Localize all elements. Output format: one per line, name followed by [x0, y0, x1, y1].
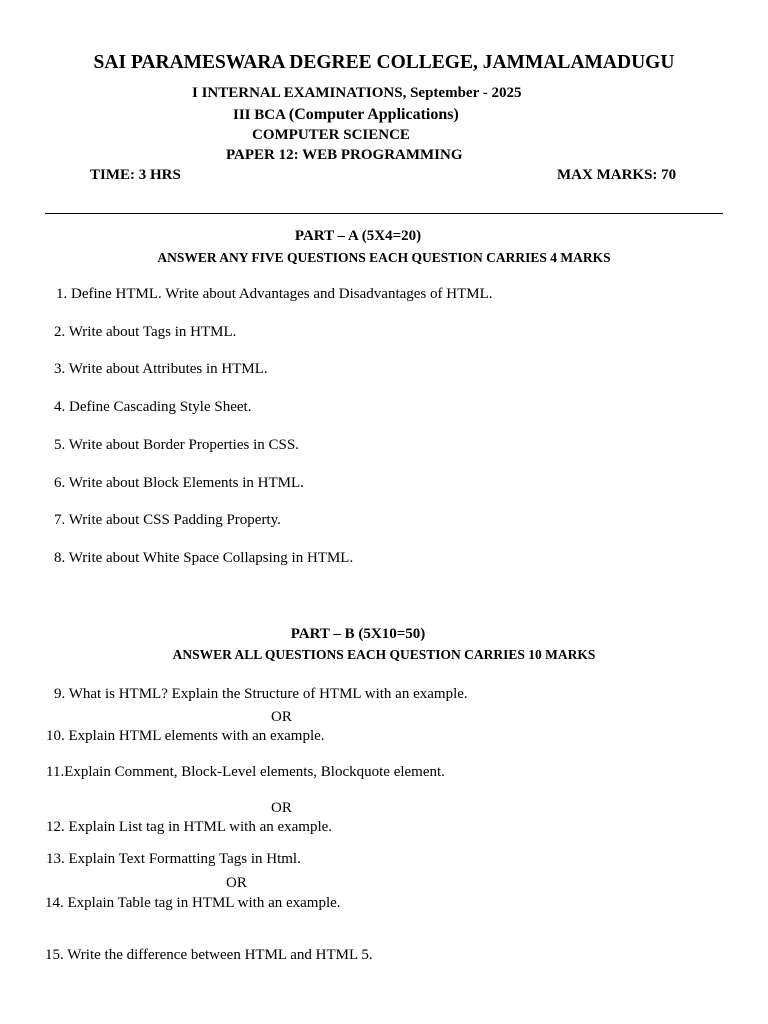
part-b-title: PART – B (5X10=50)	[290, 626, 426, 642]
question-1: 1. Define HTML. Write about Advantages and Disadvantages of HTML.	[56, 286, 493, 302]
part-a-title: PART – A (5X4=20)	[294, 228, 422, 244]
question-9: 9. What is HTML? Explain the Structure of HTML with an example.	[54, 686, 468, 702]
question-11: 11.Explain Comment, Block-Level elements, Blockquote element.	[46, 764, 445, 780]
question-5: 5. Write about Border Properties in CSS.	[54, 437, 299, 453]
question-6: 6. Write about Block Elements in HTML.	[54, 475, 304, 491]
course-prefix: III BCA	[233, 107, 289, 123]
question-4: 4. Define Cascading Style Sheet.	[54, 399, 252, 415]
question-12: 12. Explain List tag in HTML with an example.	[46, 819, 333, 835]
or-separator-3: OR	[226, 875, 247, 891]
question-3: 3. Write about Attributes in HTML.	[54, 361, 268, 377]
max-marks-label: MAX MARKS: 70	[557, 167, 677, 183]
header-divider	[45, 213, 723, 214]
part-b-instruction: ANSWER ALL QUESTIONS EACH QUESTION CARRIES 10 MARKS	[172, 647, 596, 662]
question-7: 7. Write about CSS Padding Property.	[54, 512, 281, 528]
question-8: 8. Write about White Space Collapsing in HTML.	[54, 550, 354, 566]
question-14: 14. Explain Table tag in HTML with an example.	[45, 895, 341, 911]
time-label: TIME: 3 HRS	[90, 167, 181, 183]
course-paren: (Computer Applications)	[288, 106, 459, 123]
question-10: 10. Explain HTML elements with an example.	[46, 728, 325, 744]
exam-title: I INTERNAL EXAMINATIONS, September - 2025	[192, 85, 522, 101]
question-13: 13. Explain Text Formatting Tags in Html.	[46, 851, 301, 867]
or-separator-2: OR	[271, 800, 292, 816]
question-15: 15. Write the difference between HTML and HTML 5.	[45, 947, 373, 963]
paper-title: PAPER 12: WEB PROGRAMMING	[226, 147, 463, 163]
course-name	[233, 106, 459, 124]
part-a-instruction: ANSWER ANY FIVE QUESTIONS EACH QUESTION CARRIES 4 MARKS	[157, 250, 611, 265]
college-name: SAI PARAMESWARA DEGREE COLLEGE, JAMMALAMADUGU	[93, 52, 675, 73]
or-separator-1: OR	[271, 709, 292, 725]
question-2: 2. Write about Tags in HTML.	[54, 324, 237, 340]
subject-name: COMPUTER SCIENCE	[252, 127, 410, 143]
